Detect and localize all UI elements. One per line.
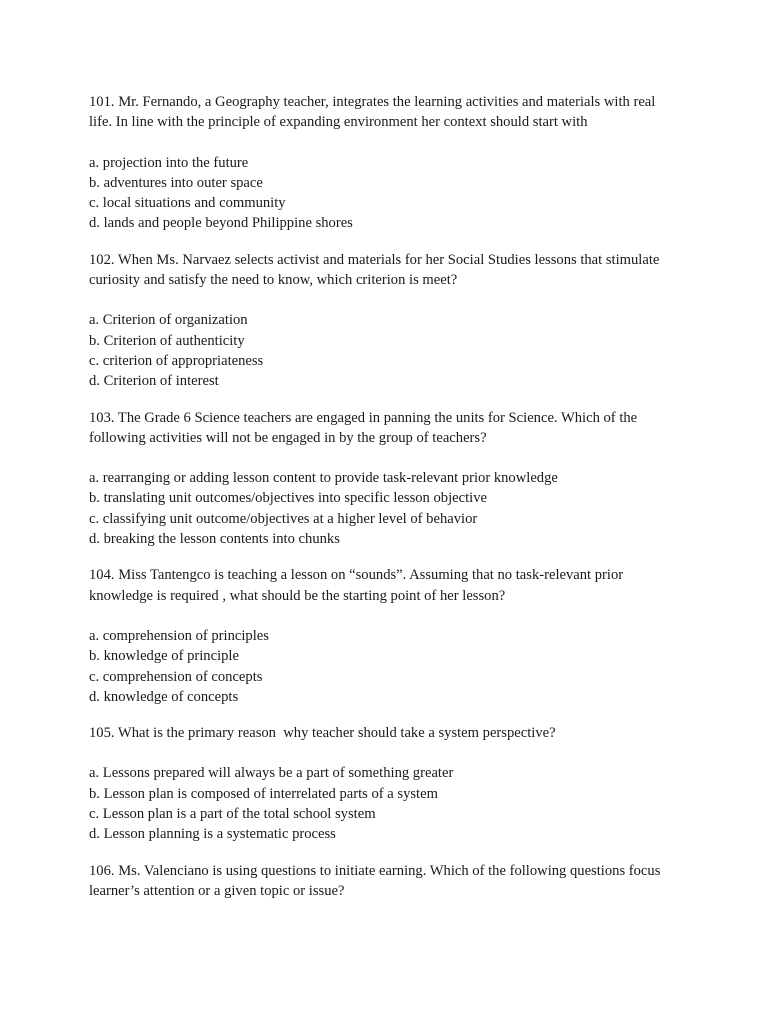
question-102: [89, 250, 749, 291]
option-d: d. Criterion of interest: [89, 373, 219, 390]
option-b: b. translating unit outcomes/objectives into specific lesson objective: [89, 490, 487, 507]
option-b: b. adventures into outer space: [89, 174, 263, 191]
question-text: 103. The Grade 6 Science teachers are engaged in panning the units for Science. Which of the following activities will not be engaged in by the group of teachers?: [89, 409, 638, 446]
option-a: a. comprehension of principles: [89, 627, 269, 644]
option-b: b. knowledge of principle: [89, 648, 239, 665]
options-101: [89, 153, 749, 234]
option-d: d. lands and people beyond Philippine shores: [89, 215, 353, 232]
options-102: [89, 310, 749, 391]
option-a: a. projection into the future: [89, 154, 249, 171]
option-a: a. Criterion of organization: [89, 312, 248, 329]
question-text: 105. What is the primary reason why teacher should take a system perspective?: [89, 725, 556, 742]
options-105: [89, 763, 749, 844]
option-a: a. rearranging or adding lesson content to provide task-relevant prior knowledge: [89, 470, 558, 487]
question-text: 101. Mr. Fernando, a Geography teacher, integrates the learning activities and materials with real life. In line with the principle of expanding environment her context should start with: [89, 94, 656, 131]
question-text: 104. Miss Tantengco is teaching a lesson on “sounds”. Assuming that no task-relevant prior knowledge is required , what should be the starting point of her lesson?: [89, 567, 624, 604]
document-page: [89, 92, 749, 921]
question-103: [89, 408, 749, 449]
option-a: a. Lessons prepared will always be a part of something greater: [89, 765, 454, 782]
question-text: 102. When Ms. Narvaez selects activist and materials for her Social Studies lessons that stimulate curiosity and satisfy the need to know, which criterion is meet?: [89, 251, 660, 289]
options-104: [89, 626, 749, 707]
options-103: [89, 468, 749, 549]
question-104: [89, 565, 749, 606]
option-c: c. Lesson plan is a part of the total school system: [89, 806, 376, 823]
option-d: d. breaking the lesson contents into chunks: [89, 531, 340, 548]
option-c: c. classifying unit outcome/objectives at a higher level of behavior: [89, 510, 478, 527]
question-text: 106. Ms. Valenciano is using questions to initiate earning. Which of the following questions focus learner’s attention or a given topic or issue?: [89, 862, 661, 899]
option-b: b. Lesson plan is composed of interrelated parts of a system: [89, 785, 438, 802]
option-d: d. Lesson planning is a systematic process: [89, 826, 336, 843]
question-105: [89, 723, 749, 743]
option-b: b. Criterion of authenticity: [89, 332, 245, 349]
option-c: c. local situations and community: [89, 195, 286, 212]
option-c: c. criterion of appropriateness: [89, 352, 264, 369]
option-c: c. comprehension of concepts: [89, 668, 263, 685]
question-101: [89, 92, 749, 133]
option-d: d. knowledge of concepts: [89, 688, 239, 705]
question-106: [89, 861, 749, 902]
